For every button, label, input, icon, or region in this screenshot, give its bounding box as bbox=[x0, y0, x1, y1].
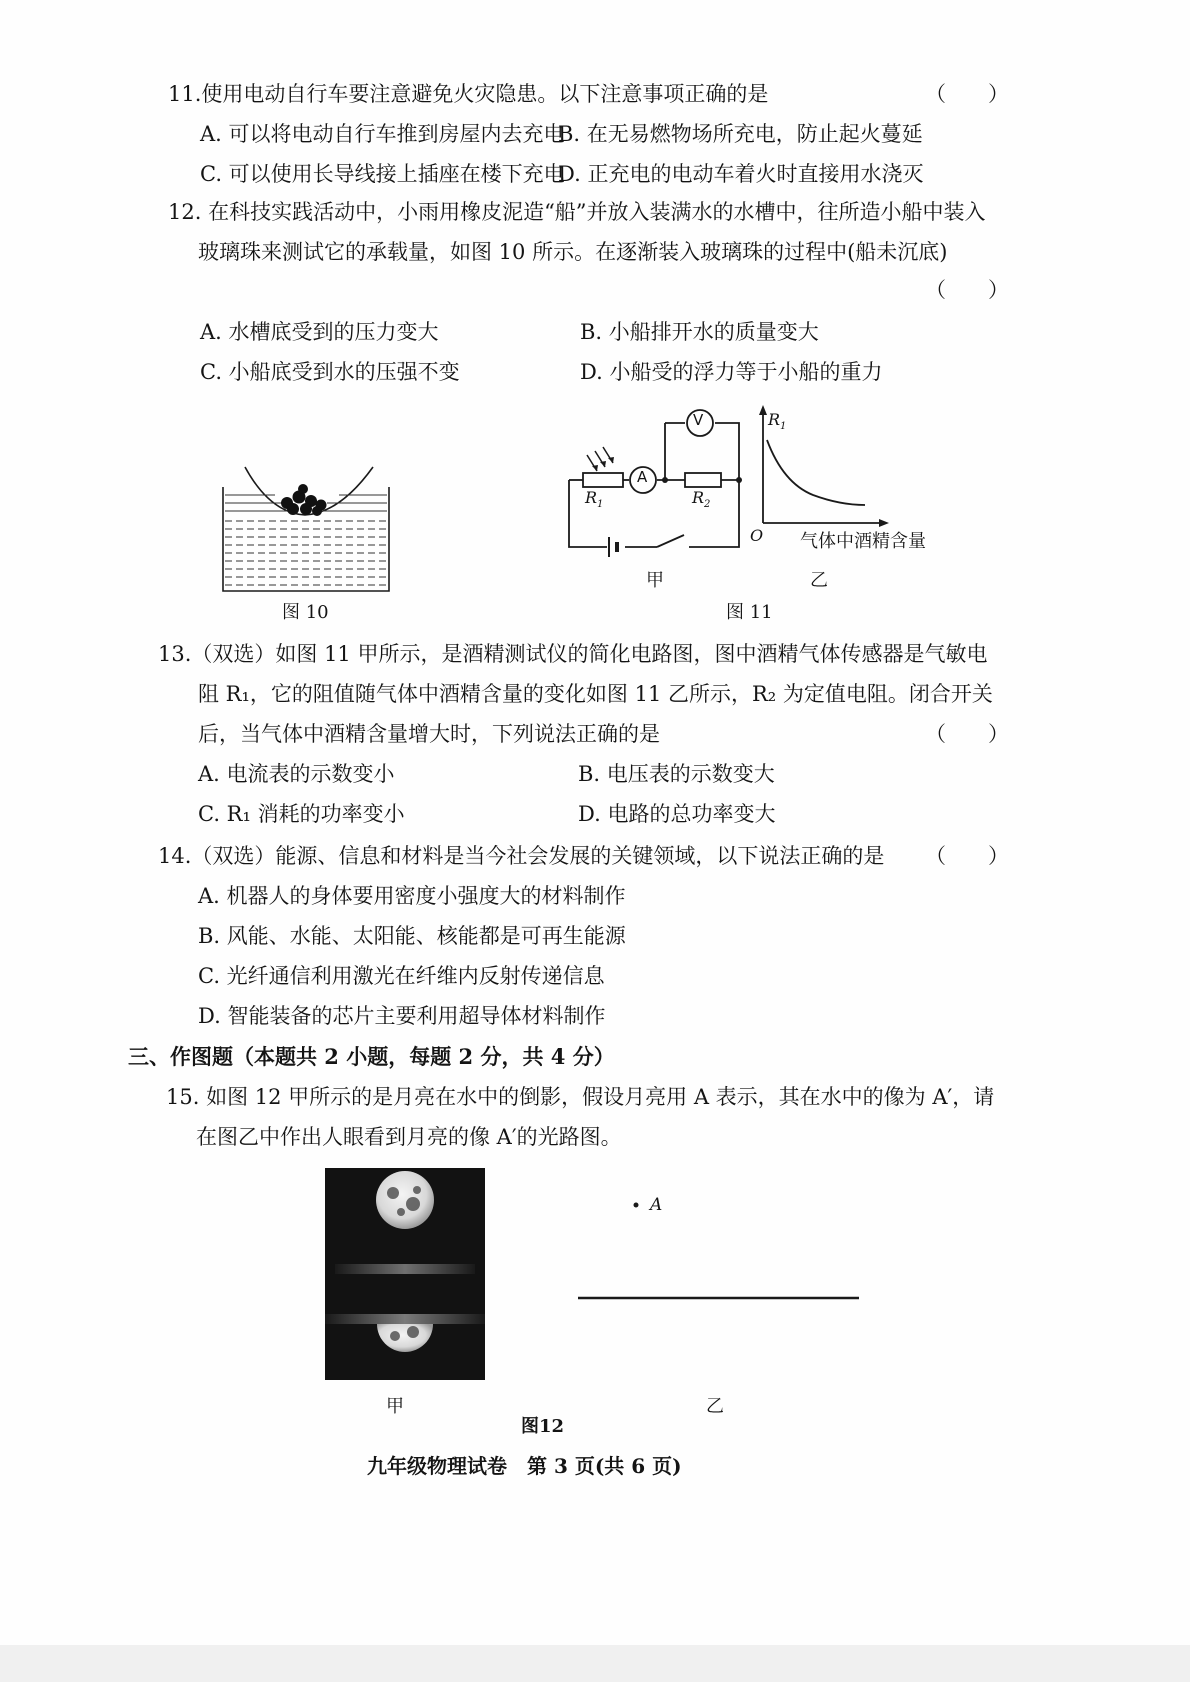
point-a-label: A bbox=[650, 1195, 663, 1215]
figure-12-caption: 图12 bbox=[521, 1416, 565, 1437]
q14-option-b: B. 风能、水能、太阳能、核能都是可再生能源 bbox=[198, 924, 626, 948]
graph-x-axis-label: 气体中酒精含量 bbox=[800, 531, 926, 552]
q12-answer-bracket: （ ） bbox=[925, 278, 1009, 302]
graph-y-axis-label: $R_1$ bbox=[768, 410, 787, 433]
q14-answer-bracket: （ ） bbox=[925, 844, 1009, 868]
q14-option-a: A. 机器人的身体要用密度小强度大的材料制作 bbox=[198, 884, 626, 908]
q12-stem-line1: 12. 在科技实践活动中，小雨用橡皮泥造“船”并放入装满水的水槽中，往所造小船中装入 bbox=[168, 200, 986, 224]
voltmeter-label: V bbox=[693, 411, 704, 429]
q11-stem: 11.使用电动自行车要注意避免火灾隐患。以下注意事项正确的是 bbox=[168, 82, 769, 106]
point-a-dot bbox=[634, 1203, 639, 1208]
section-3-title: 三、作图题（本题共 2 小题，每题 2 分，共 4 分） bbox=[128, 1044, 615, 1069]
figure-11-jia-label: 甲 bbox=[646, 570, 664, 591]
figure-10-boat-tank bbox=[215, 465, 395, 600]
figure-12-yi-label: 乙 bbox=[706, 1396, 724, 1417]
figure-11-circuit bbox=[565, 405, 750, 555]
figure-10-caption: 图 10 bbox=[282, 602, 329, 623]
q13-option-c: C. R₁ 消耗的功率变小 bbox=[198, 802, 405, 826]
figure-11-caption: 图 11 bbox=[726, 602, 773, 623]
q13-answer-bracket: （ ） bbox=[925, 722, 1009, 746]
q13-option-b: B. 电压表的示数变大 bbox=[578, 762, 775, 786]
q14-option-c: C. 光纤通信利用激光在纤维内反射传递信息 bbox=[198, 964, 605, 988]
q11-option-a: A. 可以将电动自行车推到房屋内去充电 bbox=[200, 122, 565, 146]
q12-option-c: C. 小船底受到水的压强不变 bbox=[200, 360, 460, 384]
graph-origin-label: O bbox=[750, 526, 764, 545]
ammeter-label: A bbox=[637, 468, 648, 486]
figure-11-yi-label: 乙 bbox=[810, 570, 828, 591]
page-footer: 九年级物理试卷 第 3 页(共 6 页) bbox=[367, 1454, 682, 1478]
r1-label: $R_1$ bbox=[585, 488, 604, 511]
q12-option-a: A. 水槽底受到的压力变大 bbox=[200, 320, 439, 344]
q11-option-d: D. 正充电的电动车着火时直接用水浇灭 bbox=[558, 162, 924, 186]
q15-stem-line1: 15. 如图 12 甲所示的是月亮在水中的倒影，假设月亮用 A 表示，其在水中的像为 A′，请 bbox=[166, 1085, 995, 1109]
glass-beads bbox=[281, 484, 327, 516]
q13-stem-line2: 阻 R₁，它的阻值随气体中酒精含量的变化如图 11 乙所示，R₂ 为定值电阻。闭合开关 bbox=[198, 682, 993, 706]
r1-curve bbox=[767, 440, 865, 505]
q11-answer-bracket: （ ） bbox=[925, 82, 1009, 106]
q13-stem-line3: 后，当气体中酒精含量增大时，下列说法正确的是 bbox=[198, 722, 660, 746]
water-dashes bbox=[225, 521, 387, 585]
q14-option-d: D. 智能装备的芯片主要利用超导体材料制作 bbox=[198, 1004, 606, 1028]
q11-option-c: C. 可以使用长导线接上插座在楼下充电 bbox=[200, 162, 565, 186]
q12-option-b: B. 小船排开水的质量变大 bbox=[580, 320, 819, 344]
figure-12-moon-photo bbox=[325, 1168, 485, 1380]
q14-stem: 14.（双选）能源、信息和材料是当今社会发展的关键领域，以下说法正确的是 bbox=[158, 844, 885, 868]
q15-stem-line2: 在图乙中作出人眼看到月亮的像 A′的光路图。 bbox=[196, 1125, 622, 1149]
q11-option-b: B. 在无易燃物场所充电，防止起火蔓延 bbox=[558, 122, 923, 146]
q13-option-a: A. 电流表的示数变小 bbox=[198, 762, 395, 786]
scan-bottom-edge bbox=[0, 1645, 1190, 1682]
q12-option-d: D. 小船受的浮力等于小船的重力 bbox=[580, 360, 883, 384]
q13-stem-line1: 13.（双选）如图 11 甲所示，是酒精测试仪的简化电路图，图中酒精气体传感器是气敏电 bbox=[158, 642, 988, 666]
q13-option-d: D. 电路的总功率变大 bbox=[578, 802, 776, 826]
figure-12-jia-label: 甲 bbox=[386, 1396, 404, 1417]
q12-stem-line2: 玻璃珠来测试它的承载量，如图 10 所示。在逐渐装入玻璃珠的过程中(船未沉底) bbox=[198, 240, 948, 264]
figure-12-drawing-area bbox=[575, 1190, 865, 1310]
moon bbox=[376, 1171, 434, 1229]
r2-label: $R_2$ bbox=[692, 488, 711, 511]
